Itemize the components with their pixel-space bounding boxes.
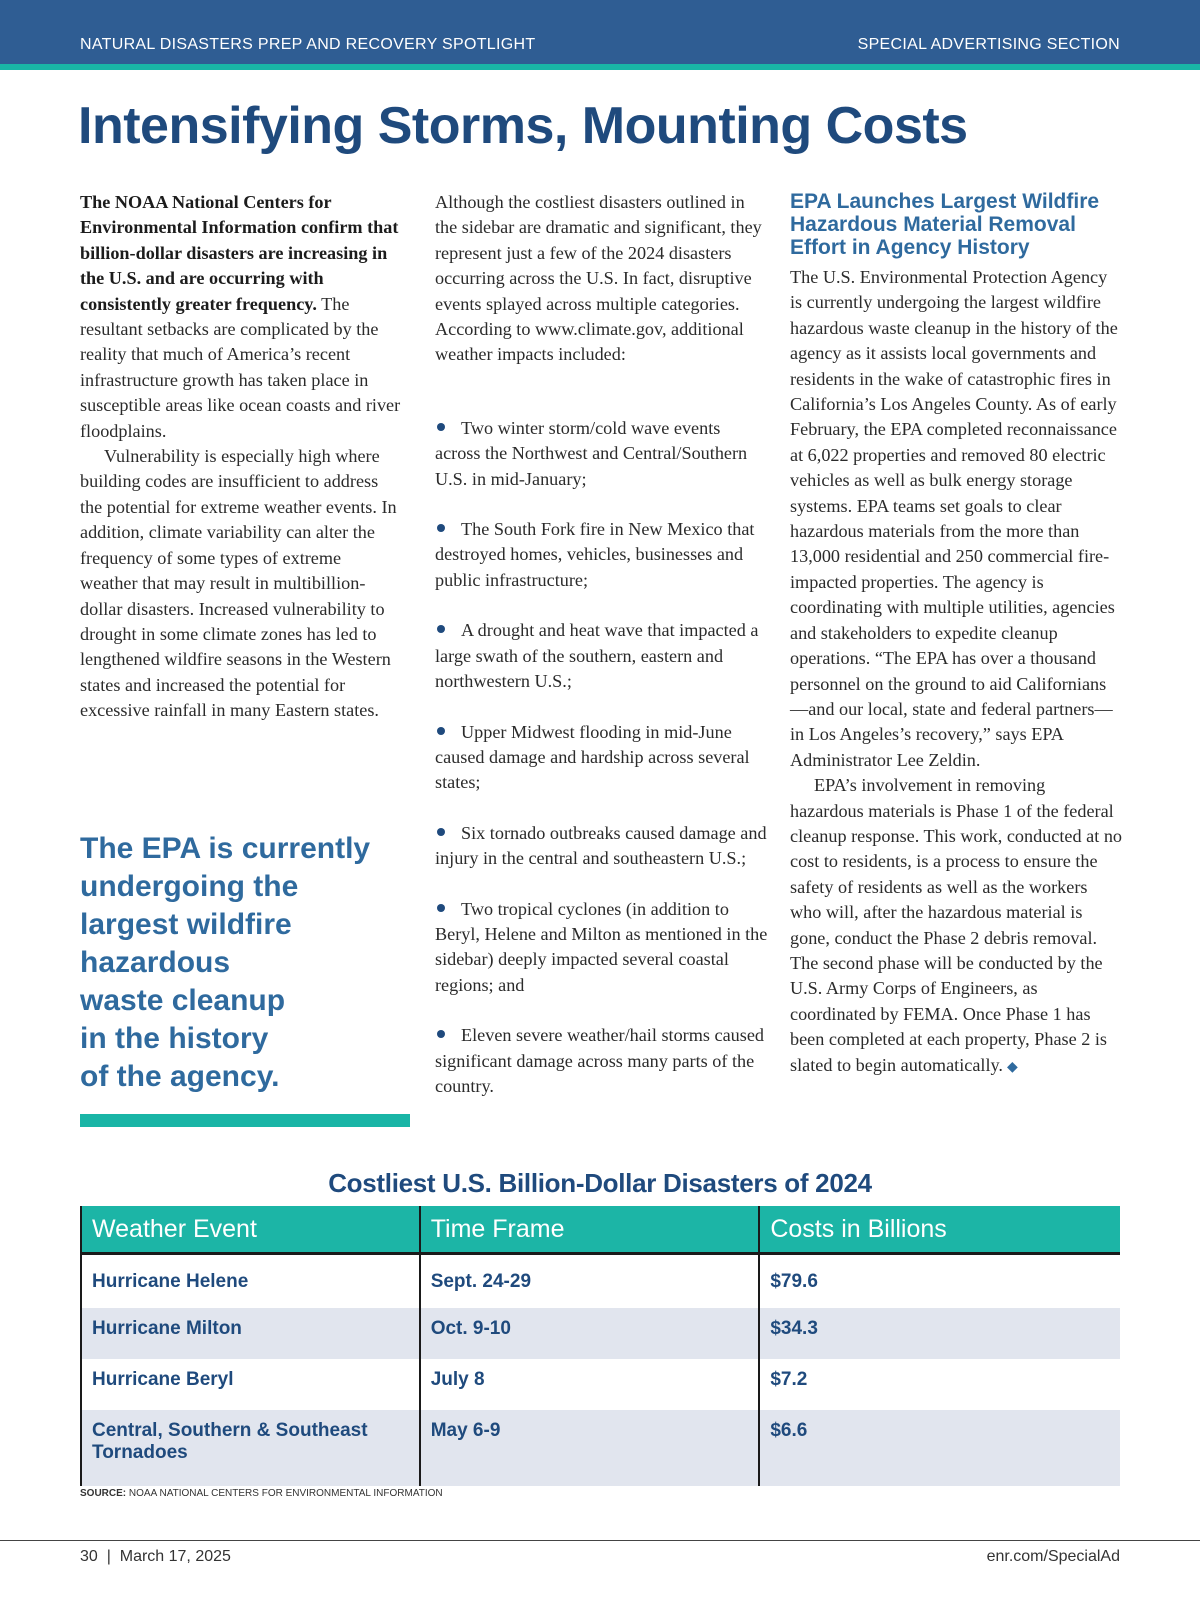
column-2 (435, 190, 770, 1124)
cost-cell: $79.6 (759, 1254, 1120, 1309)
timeframe-cell: May 6-9 (420, 1410, 760, 1486)
table-row (81, 1308, 1120, 1359)
list-item-text: A drought and heat wave that impacted a large swath of the southern, eastern and northwestern U.S.; (435, 620, 759, 692)
section-label: NATURAL DISASTERS PREP AND RECOVERY SPOTLIGHT (80, 36, 536, 53)
end-mark-icon: ◆ (1006, 1059, 1018, 1075)
list-item (435, 618, 770, 694)
pull-quote-rule (80, 1114, 410, 1127)
bullet-icon (437, 904, 445, 912)
header-bar (0, 0, 1200, 64)
source-note (80, 1488, 443, 1499)
cost-cell: $7.2 (759, 1359, 1120, 1410)
source-text: NOAA NATIONAL CENTERS FOR ENVIRONMENTAL INFORMATION (126, 1488, 443, 1499)
page-headline: Intensifying Storms, Mounting Costs (78, 97, 968, 155)
list-item (435, 897, 770, 999)
website-link[interactable]: enr.com/SpecialAd (986, 1548, 1120, 1565)
sidebar-heading: EPA Launches Largest Wildfire Hazardous Material Removal Effort in Agency History (790, 190, 1100, 259)
timeframe-cell: Sept. 24-29 (420, 1254, 760, 1309)
column-1 (80, 190, 402, 724)
list-item-text: Upper Midwest flooding in mid-June caused damage and hardship across several states; (435, 721, 750, 793)
list-item-text: The South Fork fire in New Mexico that destroyed homes, vehicles, businesses and public infrastructure; (435, 519, 755, 590)
cost-cell: $6.6 (759, 1410, 1120, 1486)
weather-impacts-list (435, 416, 770, 1100)
column1-paragraph-2: Vulnerability is especially high where building codes are insufficient to address the potential for extreme weather events. In addition, climate variability can alter the frequency of some types of extreme weather that may result in multibillion-dollar disasters. Increased vulnerability to drought in some climate zones has led to lengthened wildfire seasons in the Western states and increased the potential for excessive rainfall in many Eastern states. (80, 446, 397, 721)
source-label: SOURCE: (80, 1488, 127, 1499)
column3-paragraph-2 (790, 773, 1122, 1080)
bullet-icon (437, 1030, 445, 1038)
table-row (81, 1254, 1120, 1309)
list-item-text: Two tropical cyclones (in addition to Beryl, Helene and Milton as mentioned in the sidebar) deeply impacted several coastal regions; and (435, 898, 768, 995)
timeframe-cell: July 8 (420, 1359, 760, 1410)
list-item (435, 517, 770, 593)
column-header-timeframe: Time Frame (420, 1206, 760, 1254)
list-item-text: Six tornado outbreaks caused damage and injury in the central and southeastern U.S.; (435, 822, 767, 869)
bullet-icon (437, 524, 445, 532)
table-row (81, 1410, 1120, 1486)
list-item-text: Eleven severe weather/hail storms caused significant damage across many parts of the country. (435, 1025, 764, 1096)
cost-cell: $34.3 (759, 1308, 1120, 1359)
event-cell: Hurricane Beryl (81, 1359, 420, 1410)
list-item (435, 720, 770, 796)
bullet-icon (437, 625, 445, 633)
list-item (435, 416, 770, 492)
timeframe-cell: Oct. 9-10 (420, 1308, 760, 1359)
bullet-icon (437, 828, 445, 836)
pull-quote: The EPA is currently undergoing the largest wildfire hazardous waste cleanup in the history of the agency. (80, 832, 371, 1093)
header-stripe (0, 64, 1200, 70)
bullet-icon (437, 423, 445, 431)
table-title: Costliest U.S. Billion-Dollar Disasters of 2024 (328, 1168, 872, 1198)
table-row (81, 1359, 1120, 1410)
column-header-event: Weather Event (81, 1206, 420, 1254)
column-header-cost: Costs in Billions (759, 1206, 1120, 1254)
event-cell: Hurricane Helene (81, 1254, 420, 1309)
list-item (435, 1023, 770, 1099)
list-item (435, 821, 770, 872)
column3-paragraph-2-text: EPA’s involvement in removing hazardous materials is Phase 1 of the federal cleanup response. This work, conducted at no cost to residents, is a process to ensure the safety of residents as well as the workers who will, after the hazardous material is gone, conduct the Phase 2 debris removal. The second phase will be conducted by the U.S. Army Corps of Engineers, as coordinated by FEMA. Once Phase 1 has been completed at each property, Phase 2 is slated to begin automatically. (790, 775, 1123, 1075)
bullet-icon (437, 727, 445, 735)
event-cell: Central, Southern & Southeast Tornadoes (81, 1410, 420, 1486)
column2-intro: Although the costliest disasters outlined in the sidebar are dramatic and significant, they represent just a few of the 2024 disasters occurring across the U.S. In fact, disruptive events splayed across multiple categories. According to www.climate.gov, additional weather impacts included: (435, 192, 762, 365)
event-cell: Hurricane Milton (81, 1308, 420, 1359)
lead-rest-text: The resultant setbacks are complicated by the reality that much of America’s recent infrastructure growth has taken place in susceptible areas like ocean coasts and river floodplains. (80, 293, 401, 441)
column-3 (790, 190, 1122, 1080)
disasters-table (80, 1206, 1120, 1486)
table-header-row (81, 1206, 1120, 1254)
column3-paragraph-1: The U.S. Environmental Protection Agency is currently undergoing the largest wildfire hazardous waste cleanup in the history of the agency as it assists local governments and residents in the wake of catastrophic fires in California’s Los Angeles County. As of early February, the EPA completed reconnaissance at 6,022 properties and removed 80 electric vehicles as well as bulk energy storage systems. EPA teams set goals to clear hazardous materials from the more than 13,000 residential and 250 commercial fire-impacted properties. The agency is coordinating with multiple utilities, agencies and stakeholders to expedite cleanup operations. “The EPA has over a thousand personnel on the ground to aid Californians—and our local, state and federal partners—in Los Angeles’s recovery,” says EPA Administrator Lee Zeldin. (790, 267, 1118, 770)
lead-bold-text: The NOAA National Centers for Environmental Information confirm that billion-dollar disasters are increasing in the U.S. and are occurring with consistently greater frequency. (80, 192, 399, 314)
footer-rule (0, 1540, 1200, 1541)
list-item-text: Two winter storm/cold wave events across the Northwest and Central/Southern U.S. in mid-January; (435, 417, 748, 489)
page-info: 30 | March 17, 2025 (80, 1548, 231, 1565)
lead-paragraph (80, 190, 402, 444)
advertising-label: SPECIAL ADVERTISING SECTION (857, 36, 1120, 53)
